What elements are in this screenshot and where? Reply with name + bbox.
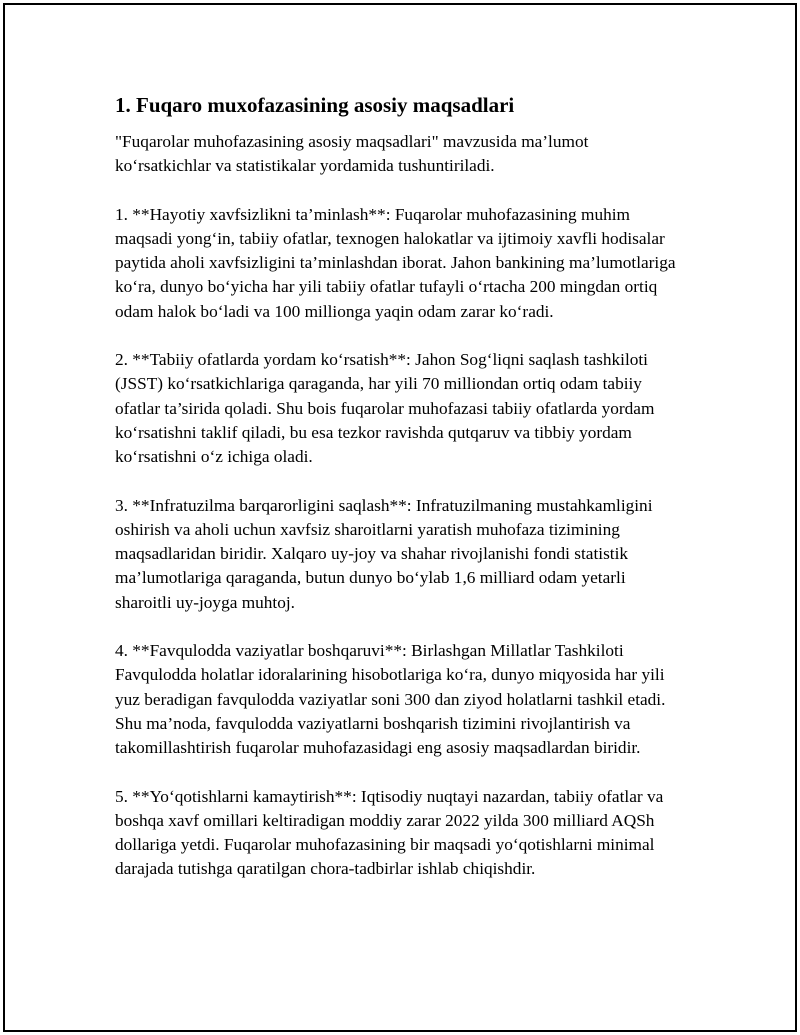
goal-paragraph-4: 4. **Favqulodda vaziyatlar boshqaruvi**: Birlashgan Millatlar Tashkiloti Favqulodda holatlar idoralarining hisobotlariga ko‘ra, dunyo miqyosida har yili yuz beradigan favqulodda vaziyatlar soni 300 dan ziyod holatlarni tashkil etadi. Shu ma’noda, favqulodda vaziyatlarni boshqarish tizimini rivojlantirish va takomillashtirish fuqarolar muhofazasidagi eng asosiy maqsadlardan biridir. (115, 641, 666, 758)
goal-paragraph-2: 2. **Tabiiy ofatlarda yordam ko‘rsatish**: Jahon Sog‘liqni saqlash tashkiloti (JSST) ko‘rsatkichlariga qaraganda, har yili 70 milliondan ortiq odam tabiiy ofatlar ta’sirida qoladi. Shu bois fuqarolar muhofazasi tabiiy ofatlarda yordam ko‘rsatishni taklif qiladi, bu esa tezkor ravishda qutqaruv va tibbiy yordam ko‘rsatishni o‘z ichiga oladi. (115, 350, 655, 467)
goal-paragraph-3: 3. **Infratuzilma barqarorligini saqlash**: Infratuzilmaning mustahkamligini oshirish va aholi uchun xavfsiz sharoitlarni yaratish muhofaza tizimining maqsadlaridan biridir. Xalqaro uy-joy va shahar rivojlanishi fondi statistik ma’lumotlariga qaraganda, butun dunyo bo‘ylab 1,6 milliard odam yetarli sharoitli uy-joyga muhtoj. (115, 495, 653, 612)
goal-paragraph-5: 5. **Yo‘qotishlarni kamaytirish**: Iqtisodiy nuqtayi nazardan, tabiiy ofatlar va boshqa xavf omillari keltiradigan moddiy zarar 2022 yilda 300 milliard AQSh dollariga yetdi. Fuqarolar muhofazasining bir maqsadi yo‘qotishlarni minimal darajada tutishga qaratilgan chora-tadbirlar ishlab chiqishdir. (115, 786, 664, 879)
goal-paragraph-1: 1. **Hayotiy xavfsizlikni ta’minlash**: Fuqarolar muhofazasining muhim maqsadi yong‘in, tabiiy ofatlar, texnogen halokatlar va ijtimoiy xavfli hodisalar paytida aholi xavfsizligini ta’minlashdan iborat. Jahon bankining ma’lumotlariga ko‘ra, dunyo bo‘yicha har yili tabiiy ofatlar tufayli o‘rtacha 200 mingdan ortiq odam halok bo‘ladi va 100 millionga yaqin odam zarar ko‘radi. (115, 204, 676, 321)
document-body (115, 92, 685, 906)
intro-paragraph: "Fuqarolar muhofazasining asosiy maqsadlari" mavzusida ma’lumot ko‘rsatkichlar va statistikalar yordamida tushuntiriladi. (115, 132, 589, 176)
section-heading: 1. Fuqaro muxofazasining asosiy maqsadlari (115, 93, 515, 117)
